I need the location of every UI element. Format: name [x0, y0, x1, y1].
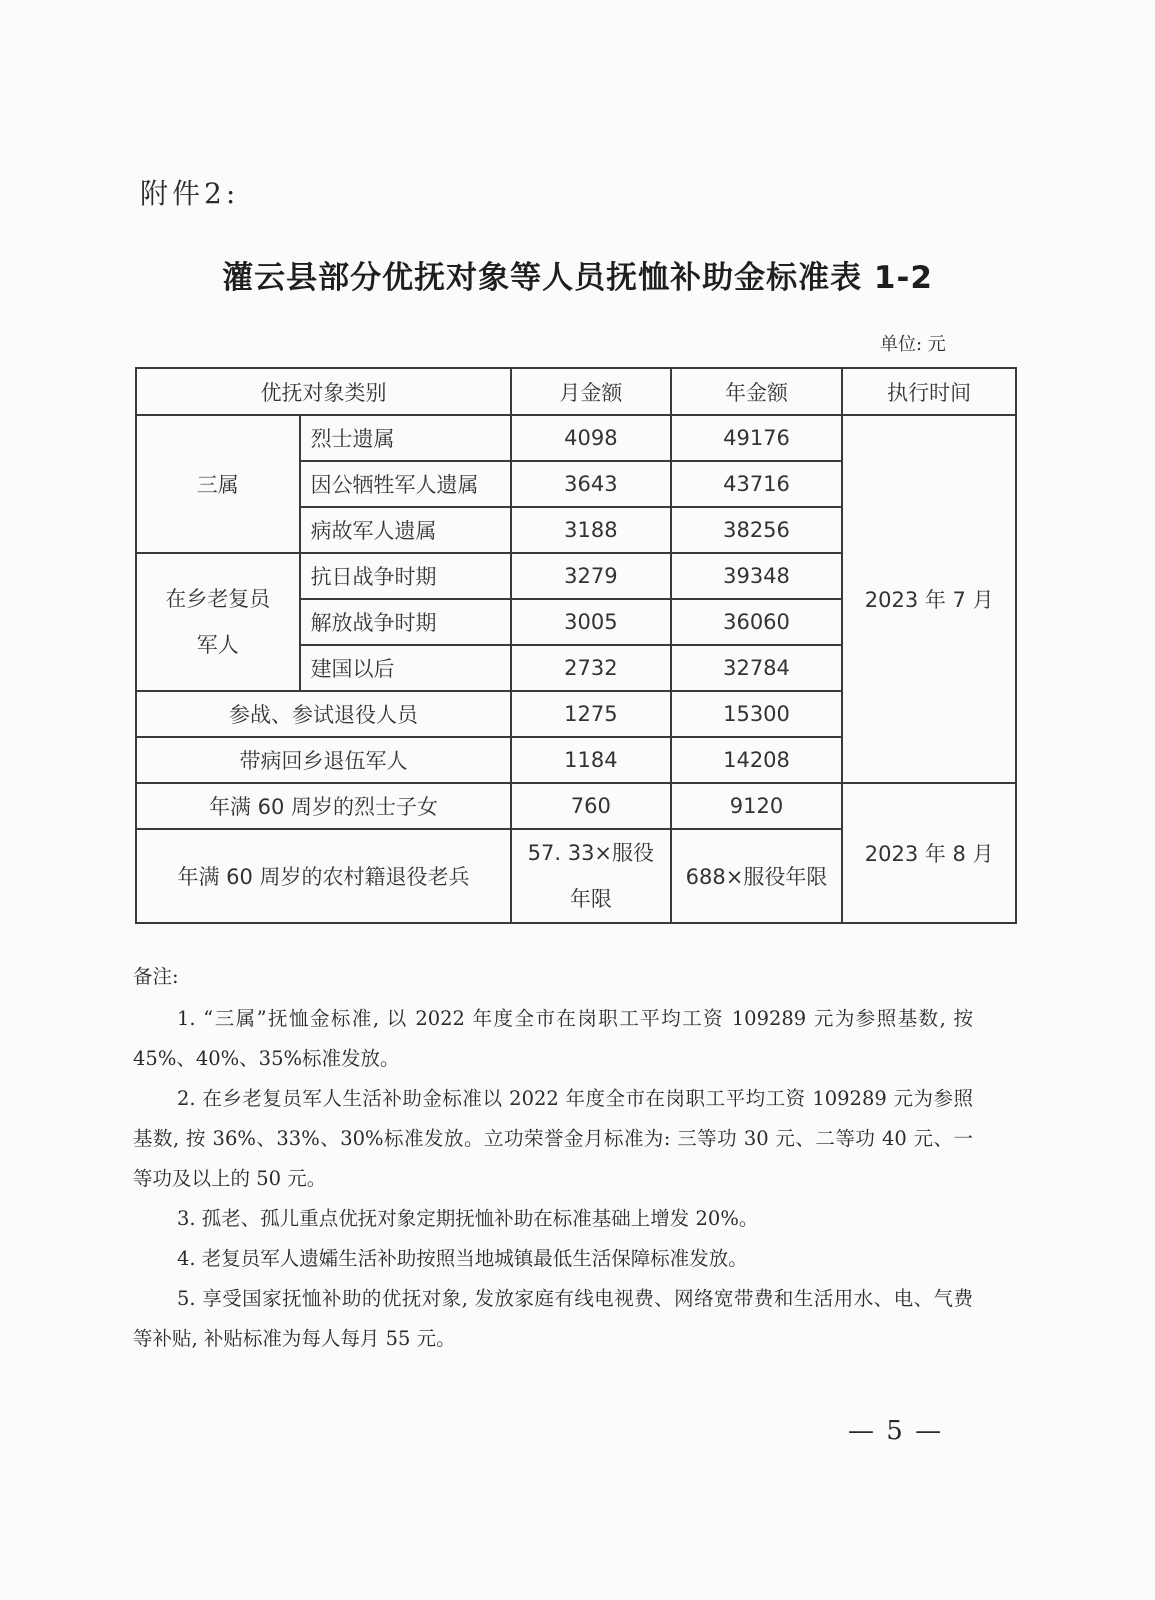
table-row	[136, 415, 1016, 461]
execution-time-1: 2023 年 7 月	[842, 415, 1016, 783]
table-header-row	[136, 368, 1016, 415]
row-category: 年满 60 周岁的烈士子女	[136, 783, 511, 829]
row-monthly-line2: 年限	[569, 887, 612, 911]
group-name-line1: 在乡老复员	[165, 587, 271, 611]
row-subcategory: 建国以后	[300, 645, 511, 691]
notes-section	[133, 957, 973, 1359]
note-item: 4. 老复员军人遗孀生活补助按照当地城镇最低生活保障标准发放。	[177, 1247, 748, 1270]
row-annual: 39348	[671, 553, 843, 599]
row-annual: 38256	[671, 507, 843, 553]
row-subcategory: 因公牺牲军人遗属	[300, 461, 511, 507]
page-number: — 5 —	[848, 1416, 944, 1446]
note-item: 1. “三属”抚恤金标准, 以 2022 年度全市在岗职工平均工资 109289 元为参照基数, 按 45%、40%、35%标准发放。	[133, 1007, 973, 1070]
row-subcategory: 病故军人遗属	[300, 507, 511, 553]
row-annual: 688×服役年限	[671, 829, 843, 923]
header-monthly: 月金额	[511, 368, 671, 415]
group-sanshu: 三属	[136, 415, 300, 553]
row-annual: 15300	[671, 691, 843, 737]
row-annual: 36060	[671, 599, 843, 645]
group-name-line2: 军人	[196, 633, 239, 657]
notes-label: 备注:	[133, 965, 179, 988]
row-subcategory: 抗日战争时期	[300, 553, 511, 599]
row-monthly: 2732	[511, 645, 671, 691]
table-row	[136, 783, 1016, 829]
row-monthly: 760	[511, 783, 671, 829]
header-category: 优抚对象类别	[136, 368, 511, 415]
row-category: 带病回乡退伍军人	[136, 737, 511, 783]
row-category: 参战、参试退役人员	[136, 691, 511, 737]
group-veterans-home	[136, 553, 300, 691]
row-annual: 14208	[671, 737, 843, 783]
row-annual: 32784	[671, 645, 843, 691]
row-monthly: 3005	[511, 599, 671, 645]
row-annual: 49176	[671, 415, 843, 461]
header-time: 执行时间	[842, 368, 1016, 415]
standards-table	[135, 367, 1017, 924]
row-annual: 9120	[671, 783, 843, 829]
row-subcategory: 解放战争时期	[300, 599, 511, 645]
note-item: 2. 在乡老复员军人生活补助金标准以 2022 年度全市在岗职工平均工资 109289 元为参照基数, 按 36%、33%、30%标准发放。立功荣誉金月标准为: 三等功 30 元、二等功 40 元、一等功及以上的 50 元。	[133, 1087, 973, 1190]
row-annual: 43716	[671, 461, 843, 507]
note-item: 3. 孤老、孤儿重点优抚对象定期抚恤补助在标准基础上增发 20%。	[177, 1207, 759, 1230]
unit-label: 单位: 元	[880, 334, 946, 355]
row-monthly	[511, 829, 671, 923]
row-subcategory: 烈士遗属	[300, 415, 511, 461]
row-monthly: 3643	[511, 461, 671, 507]
document-title: 灌云县部分优抚对象等人员抚恤补助金标准表 1-2	[222, 260, 933, 296]
note-item: 5. 享受国家抚恤补助的优抚对象, 发放家庭有线电视费、网络宽带费和生活用水、电、气费等补贴, 补贴标准为每人每月 55 元。	[133, 1287, 973, 1350]
attachment-label: 附件2:	[140, 177, 240, 210]
row-category: 年满 60 周岁的农村籍退役老兵	[136, 829, 511, 923]
header-annual: 年金额	[671, 368, 843, 415]
row-monthly-line1: 57. 33×服役	[527, 841, 655, 865]
row-monthly: 3188	[511, 507, 671, 553]
row-monthly: 1275	[511, 691, 671, 737]
row-monthly: 3279	[511, 553, 671, 599]
row-monthly: 4098	[511, 415, 671, 461]
execution-time-2: 2023 年 8 月	[842, 783, 1016, 923]
row-monthly: 1184	[511, 737, 671, 783]
